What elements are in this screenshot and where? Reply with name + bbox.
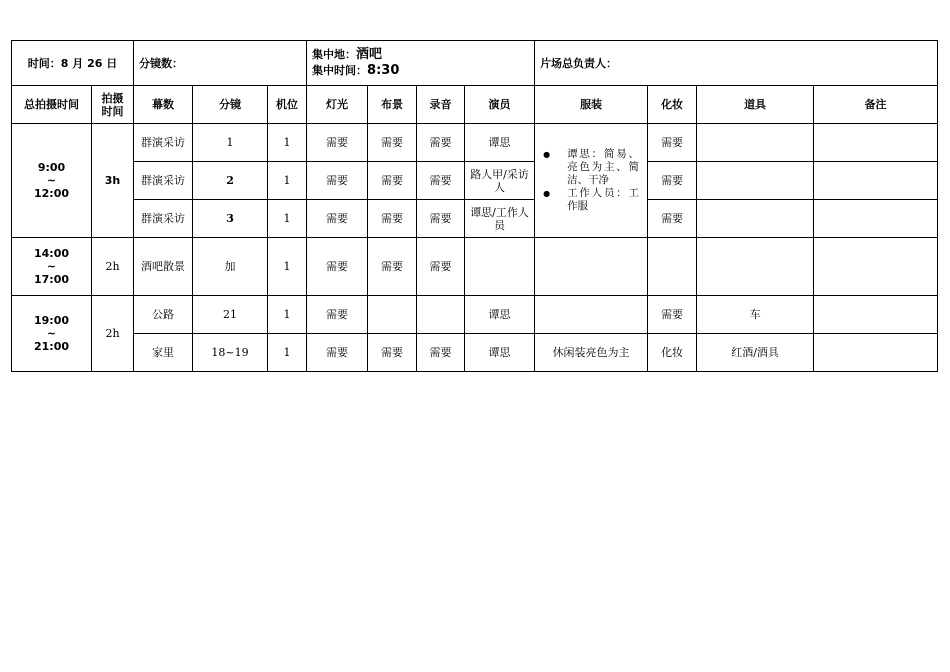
sound-cell: 需要: [417, 124, 465, 162]
scene-cell: 公路: [134, 296, 193, 334]
props-cell: 红酒/酒具: [697, 334, 814, 372]
gather-time-label: 集中时间：: [312, 64, 368, 77]
set-cell: [368, 296, 417, 334]
shoot-date: 时间：8 月 26 日: [12, 41, 134, 86]
header-actor: 演员: [465, 86, 535, 124]
sound-cell: 需要: [417, 238, 465, 296]
camera-cell: 1: [268, 334, 307, 372]
props-cell: [697, 238, 814, 296]
header-shot: 分镜: [193, 86, 268, 124]
scene-cell: 家里: [134, 334, 193, 372]
gathering-info: [307, 41, 535, 86]
notes-cell: [814, 238, 938, 296]
duration-cell: 2h: [92, 296, 134, 372]
makeup-cell: 需要: [648, 124, 697, 162]
set-manager-text: 片场总负责人：: [540, 56, 618, 70]
time-tilde: ~: [46, 174, 57, 187]
time-start: 19:00: [33, 314, 69, 327]
props-cell: [697, 162, 814, 200]
scene-cell: 群演采访: [134, 162, 193, 200]
time-tilde: ~: [46, 327, 57, 340]
table-row: [12, 200, 938, 238]
header-sound: 录音: [417, 86, 465, 124]
props-cell: 车: [697, 296, 814, 334]
time-end: 17:00: [33, 273, 69, 286]
lighting-cell: 需要: [307, 296, 368, 334]
header-shoot-time: 拍摄时间: [92, 86, 134, 124]
header-camera: 机位: [268, 86, 307, 124]
sound-cell: 需要: [417, 200, 465, 238]
shot-cell: 加: [193, 238, 268, 296]
header-set: 布景: [368, 86, 417, 124]
camera-cell: 1: [268, 162, 307, 200]
table-row: [12, 238, 938, 296]
header-props: 道具: [697, 86, 814, 124]
set-cell: 需要: [368, 162, 417, 200]
actor-cell: 谭思: [465, 334, 535, 372]
set-manager-label: [535, 41, 938, 86]
notes-cell: [814, 200, 938, 238]
shot-cell: 21: [193, 296, 268, 334]
notes-cell: [814, 296, 938, 334]
makeup-cell: [648, 238, 697, 296]
shooting-schedule-table: [11, 40, 938, 372]
location-value: 酒吧: [356, 47, 383, 62]
header-row: [12, 86, 938, 124]
lighting-cell: 需要: [307, 334, 368, 372]
header-notes: 备注: [814, 86, 938, 124]
sound-cell: 需要: [417, 334, 465, 372]
time-tilde: ~: [46, 260, 57, 273]
sound-cell: [417, 296, 465, 334]
lighting-cell: 需要: [307, 200, 368, 238]
notes-cell: [814, 124, 938, 162]
lighting-cell: 需要: [307, 162, 368, 200]
props-cell: [697, 124, 814, 162]
time-range-afternoon: [12, 238, 92, 296]
actor-cell: 谭思: [465, 124, 535, 162]
duration-cell: 2h: [92, 238, 134, 296]
time-end: 21:00: [33, 340, 69, 353]
lighting-cell: 需要: [307, 238, 368, 296]
shot-cell: 1: [193, 124, 268, 162]
shot-count-text: 分镜数：: [139, 56, 184, 70]
props-cell: [697, 200, 814, 238]
sound-cell: 需要: [417, 162, 465, 200]
camera-cell: 1: [268, 296, 307, 334]
camera-cell: 1: [268, 200, 307, 238]
shot-count-label: [134, 41, 307, 86]
gather-time-value: 8:30: [367, 63, 400, 78]
location-label: 集中地：: [312, 48, 357, 61]
costume-cell: [535, 238, 648, 296]
costume-cell: 休闲装亮色为主: [535, 334, 648, 372]
actor-cell: 谭思/工作人员: [465, 200, 535, 238]
actor-cell: 路人甲/采访人: [465, 162, 535, 200]
actor-cell: [465, 238, 535, 296]
header-scene: 幕数: [134, 86, 193, 124]
header-costume: 服装: [535, 86, 648, 124]
makeup-cell: 需要: [648, 162, 697, 200]
time-end: 12:00: [33, 187, 69, 200]
scene-cell: 酒吧散景: [134, 238, 193, 296]
camera-cell: 1: [268, 238, 307, 296]
duration-cell: 3h: [92, 124, 134, 238]
makeup-cell: 化妆: [648, 334, 697, 372]
costume-item: ● 谭思：简易、亮色为主、简洁、干净: [543, 148, 639, 187]
costume-cell: [535, 124, 648, 238]
shot-cell: 2: [193, 162, 268, 200]
notes-cell: [814, 334, 938, 372]
set-cell: 需要: [368, 124, 417, 162]
makeup-cell: 需要: [648, 296, 697, 334]
notes-cell: [814, 162, 938, 200]
header-total-time: 总拍摄时间: [12, 86, 92, 124]
shot-cell: 3: [193, 200, 268, 238]
time-range-evening: [12, 296, 92, 372]
costume-cell: [535, 296, 648, 334]
set-cell: 需要: [368, 238, 417, 296]
header-makeup: 化妆: [648, 86, 697, 124]
table-row: [12, 162, 938, 200]
lighting-cell: 需要: [307, 124, 368, 162]
actor-cell: 谭思: [465, 296, 535, 334]
table-row: [12, 124, 938, 162]
scene-cell: 群演采访: [134, 124, 193, 162]
header-lighting: 灯光: [307, 86, 368, 124]
costume-list: [537, 148, 645, 213]
table-row: [12, 296, 938, 334]
set-cell: 需要: [368, 200, 417, 238]
scene-cell: 群演采访: [134, 200, 193, 238]
makeup-cell: 需要: [648, 200, 697, 238]
table-row: [12, 334, 938, 372]
time-start: 14:00: [33, 247, 69, 260]
camera-cell: 1: [268, 124, 307, 162]
time-start: 9:00: [37, 161, 66, 174]
costume-item: ● 工作人员：工作服: [543, 187, 639, 213]
shot-cell: 18~19: [193, 334, 268, 372]
set-cell: 需要: [368, 334, 417, 372]
time-range-morning: [12, 124, 92, 238]
info-row: [12, 41, 938, 86]
